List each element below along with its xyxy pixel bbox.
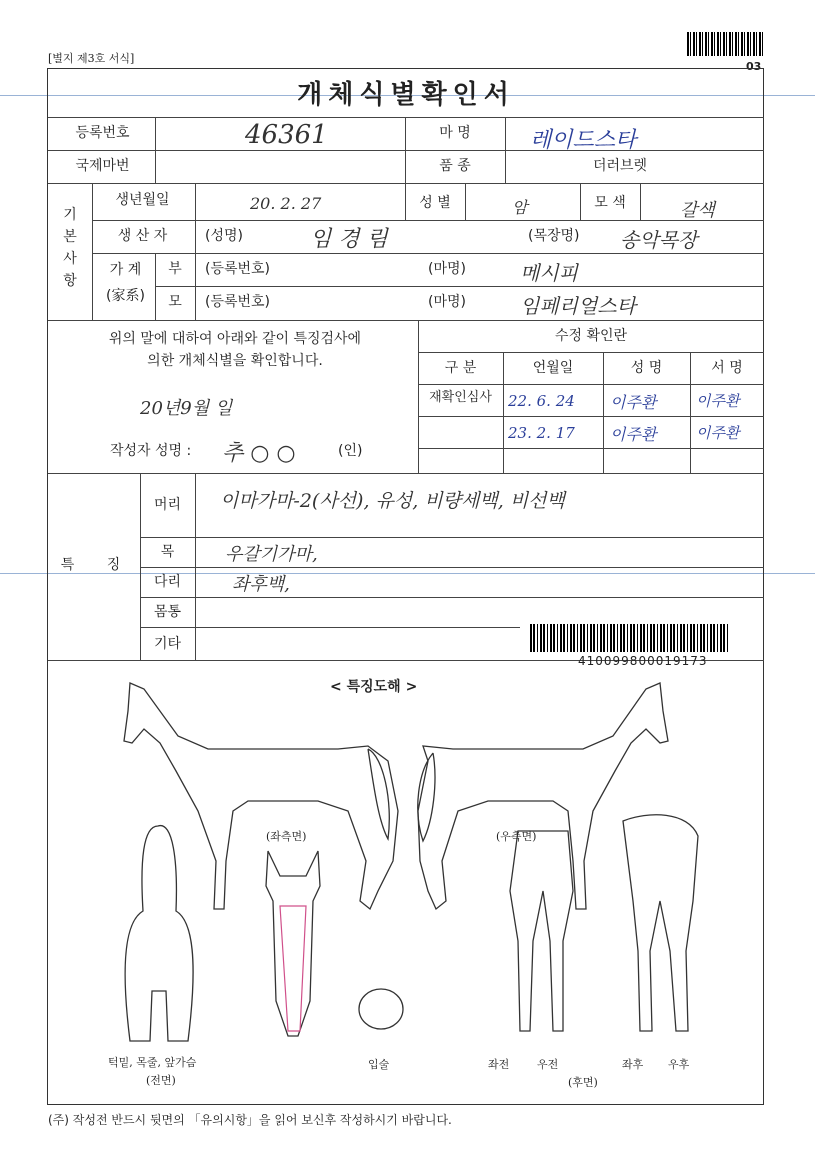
confirm-date: 20년9월 일 [140, 398, 233, 419]
horse-diagram [48, 661, 764, 1105]
rule [418, 416, 764, 417]
legs-label: 다리 [153, 574, 182, 590]
basic-section-label: 기본사항 [63, 207, 77, 289]
sire-regno-label: (등록번호) [205, 261, 271, 277]
reg-no-value: 46361 [245, 120, 328, 150]
dam-name-value: 임페리얼스타 [520, 294, 636, 318]
pedigree-label: 가 계 [109, 262, 142, 278]
horse-name-label: 마 명 [439, 125, 471, 141]
rule [140, 567, 764, 568]
caption-left-front: 좌전 [488, 1058, 510, 1071]
sex-value: 암 [512, 198, 528, 217]
form-id: [별지 제3호 서식] [48, 52, 135, 65]
rule [418, 384, 764, 385]
color-value: 갈색 [680, 200, 715, 221]
rule [140, 597, 764, 598]
horse-front-neck-outline [125, 826, 193, 1041]
revision-header-date: 언월일 [532, 360, 574, 376]
rule [140, 627, 520, 628]
form-title: 개체식별확인서 [297, 80, 515, 110]
revision-row-name: 이주환 [610, 393, 657, 412]
horse-rear-legs-outline [623, 815, 698, 1031]
producer-name-value: 임 경 림 [310, 227, 388, 252]
reg-no-label: 등록번호 [75, 125, 130, 141]
top-barcode [687, 32, 763, 56]
revision-title: 수정 확인란 [554, 328, 628, 344]
intl-no-label: 국제마번 [75, 158, 130, 174]
other-label: 기타 [153, 636, 182, 652]
horse-front-legs-outline [510, 831, 573, 1031]
rule [505, 117, 506, 183]
head-blaze-marking [280, 906, 306, 1031]
footer-note: (주) 작성전 반드시 뒷면의 「유의시항」을 읽어 보신후 작성하시기 바랍니다. [48, 1113, 452, 1127]
horse-right-side-outline [418, 683, 668, 909]
rule [195, 253, 196, 320]
birth-value: 20. 2. 27 [250, 194, 322, 213]
diagram-title: < 특징도해 > [330, 679, 418, 695]
tag-barcode [530, 624, 730, 652]
caption-right-side: (우측면) [496, 830, 537, 843]
rule [640, 183, 641, 220]
breed-value: 더러브렛 [592, 158, 648, 174]
rule [92, 183, 93, 320]
caption-left-side: (좌측면) [266, 830, 307, 843]
rule [465, 183, 466, 220]
revision-row-sign: 이주환 [696, 424, 740, 442]
confirm-line-1: 위의 말에 대하여 아래와 같이 특징검사에 [108, 331, 362, 347]
rule [48, 473, 764, 474]
breed-label: 품 종 [439, 158, 471, 174]
horse-head-front-outline [266, 851, 320, 1036]
caption-front-label: (전면) [146, 1074, 176, 1087]
page-number: 03 [746, 60, 762, 73]
rule [195, 183, 196, 253]
horse-left-side-outline [124, 683, 398, 909]
head-value: 이마가마-2(사선), 유성, 비량세백, 비선백 [220, 490, 565, 512]
sire-name-label: (마명) [428, 261, 466, 277]
revision-row-type: 재확인심사 [429, 390, 492, 405]
legs-value: 좌후백, [232, 574, 290, 595]
dam-name-label: (마명) [428, 294, 466, 310]
body-label: 몸통 [153, 604, 182, 620]
neck-label: 목 [160, 544, 175, 560]
head-label: 머리 [153, 497, 182, 513]
rule [140, 537, 764, 538]
revision-row-name: 이주환 [610, 425, 657, 444]
sire-name-value: 메시피 [520, 261, 578, 285]
rule [92, 253, 764, 254]
caption-lips: 입술 [368, 1058, 390, 1071]
caption-left-rear: 좌후 [622, 1058, 644, 1071]
neck-value: 우갈기가마, [225, 544, 318, 565]
sex-label: 성 별 [419, 195, 451, 211]
seal-mark: (인) [338, 443, 363, 459]
revision-header-type: 구 분 [444, 360, 477, 376]
rule [92, 220, 764, 221]
rule [155, 286, 764, 287]
farm-label: (목장명) [528, 228, 580, 244]
dam-regno-label: (등록번호) [205, 294, 271, 310]
producer-name-label: (성명) [205, 228, 243, 244]
revision-header-name: 성 명 [630, 360, 663, 376]
caption-front: 턱밑, 목줄, 앞가슴 [108, 1056, 197, 1069]
pedigree-label-hanja: (家系) [106, 288, 145, 304]
barcode-number: 410099800019173 [578, 654, 708, 668]
revision-row-sign: 이주환 [696, 392, 740, 410]
horse-name-value: 레이드스타 [530, 128, 637, 153]
rule [48, 320, 764, 321]
caption-right-front: 우전 [537, 1058, 559, 1071]
confirm-line-2: 의한 개체식별을 확인합니다. [147, 353, 323, 369]
rule [195, 473, 196, 660]
rule [48, 183, 764, 184]
rule [155, 117, 156, 183]
writer-label: 작성자 성명 : [110, 443, 192, 459]
features-section-label: 특 징 [60, 557, 135, 573]
farm-value: 송악목장 [620, 228, 698, 252]
dam-label: 모 [168, 294, 182, 310]
caption-right-rear: 우후 [668, 1058, 690, 1071]
revision-row-date: 22. 6. 24 [508, 392, 575, 410]
rule [418, 448, 764, 449]
revision-row-date: 23. 2. 17 [508, 424, 575, 442]
birth-label: 생년월일 [115, 192, 170, 208]
caption-rear-label: (후면) [568, 1076, 598, 1089]
horse-lips-outline [359, 989, 403, 1029]
producer-label: 생 산 자 [117, 228, 168, 244]
color-label: 모 색 [594, 195, 626, 211]
rule [418, 352, 764, 353]
sire-label: 부 [168, 261, 182, 277]
revision-header-sign: 서 명 [711, 360, 743, 376]
writer-value: 추 ○ ○ [222, 441, 296, 466]
